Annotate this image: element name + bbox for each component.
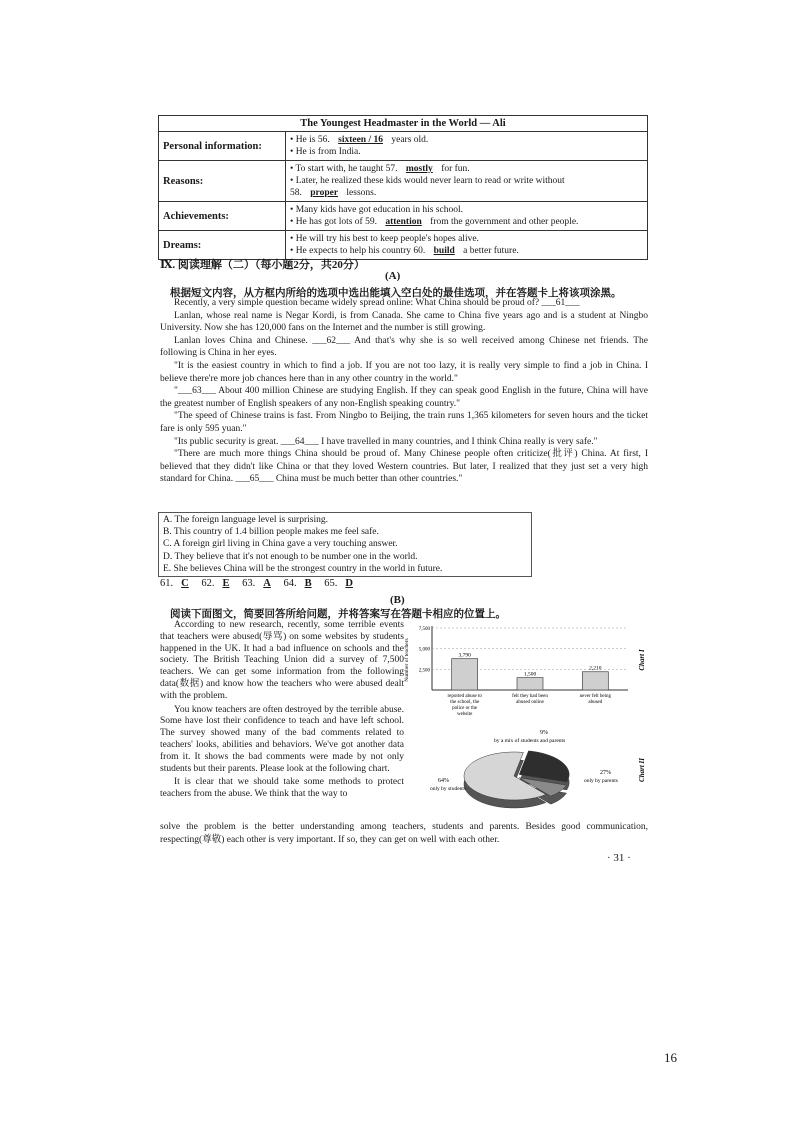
options-box [158, 512, 532, 577]
answer-fill: build [433, 246, 455, 256]
chart-one [400, 620, 652, 722]
slice-label: by a mix of students and parents [494, 738, 566, 744]
option-item: C. A foreign girl living in China gave a very touching answer. [163, 539, 398, 550]
passage-paragraph: "It is the easiest country in which to find a job. If you are not too lazy, it is really very simple to find a job in China. I believe there're more job chances here than in any other country in the world." [160, 360, 648, 384]
instruction-a: 根据短文内容，从方框内所给的选项中选出能填入空白处的最佳选项，并在答题卡上将该项涂黑。 [170, 288, 622, 299]
bar-value-label: 2,210 [589, 665, 602, 672]
row-heading: Dreams: [159, 231, 286, 260]
page-number: · 31 · [607, 852, 631, 864]
option-item: B. This country of 1.4 billion people makes me feel safe. [163, 527, 379, 538]
answer-value: B [304, 578, 312, 589]
row-heading: Reasons: [159, 161, 286, 202]
row-content [286, 202, 648, 231]
bar [452, 659, 478, 690]
row-line [290, 175, 643, 187]
line-text: • He will try his best to keep people's hopes alive. [290, 234, 479, 244]
y-label: Number of teachers [404, 638, 410, 682]
line-text: lessons. [344, 188, 377, 198]
line-text: 58. [290, 188, 305, 198]
passage-b-p3a: It is clear that we should take some methods to protect teachers from the abuse. We think that the way to [160, 777, 404, 800]
passage-paragraph: "___63___ About 400 million Chinese are studying English. If they can speak good English in the future, China will have the greatest number of English speakers of any non-English speaking country." [160, 386, 648, 409]
answer-num: 65. [324, 578, 338, 589]
passage-b-p2: You know teachers are often destroyed by the terrible abuse. Some have lost their confidence to teach and have left school. The survey showed many of the bad comments related to teachers' looks, abilities and behaviors. We've got another data from it. It shows the bad comments were made by not only students but their parents. Please look at the following chart. [160, 704, 404, 774]
passage-paragraph: "Its public security is great. ___64___ I have travelled in many countries, and I think China really is very safe." [174, 436, 598, 447]
chart-two [430, 726, 652, 816]
answer-num: 64. [283, 578, 297, 589]
answer-fill: attention [385, 217, 422, 227]
answer-num: 62. [201, 578, 215, 589]
row-line [290, 187, 643, 199]
row-content [286, 132, 648, 161]
section-heading: Ⅸ. 阅读理解（二）（每小题2分，共20分） [160, 259, 365, 271]
row-line [290, 204, 643, 216]
slice-label: only by students [430, 786, 467, 792]
answer-num: 63. [242, 578, 256, 589]
answer-value: A [263, 578, 271, 589]
line-text: • He is from India. [290, 147, 361, 157]
passage-a [160, 297, 648, 486]
row-line [290, 233, 643, 245]
table-row [159, 161, 648, 202]
instruction-b: 阅读下面图文，简要回答所给问题，并将答案写在答题卡相应的位置上。 [170, 609, 506, 620]
line-text: for fun. [438, 164, 470, 174]
row-heading: Personal information: [159, 132, 286, 161]
bar-value-label: 3,790 [458, 652, 471, 659]
passage-b-p3b: solve the problem is the better understanding among teachers, students and parents. Besides good communication, respecting(尊敬) each other is very important. If so, they can get on well with each other. [160, 822, 648, 845]
part-b-label: (B) [390, 594, 405, 606]
answer-value: C [181, 578, 189, 589]
y-tick-label: 7,500 [418, 627, 430, 632]
answer-fill: proper [310, 188, 339, 198]
y-tick-label: 2,500 [418, 668, 430, 674]
option-item: D. They believe that it's not enough to be number one in the world. [163, 551, 418, 562]
table-row [159, 202, 648, 231]
passage-b [160, 620, 404, 801]
table-title: The Youngest Headmaster in the World — Ali [159, 116, 648, 132]
row-line [290, 146, 643, 158]
line-text: from the government and other people. [427, 217, 579, 227]
row-content [286, 161, 648, 202]
answer-fill: mostly [405, 164, 433, 174]
bar [582, 672, 608, 690]
slice-value-label: 64% [438, 778, 449, 784]
table-body [159, 132, 648, 260]
row-line [290, 163, 643, 175]
row-line [290, 134, 643, 146]
bar [517, 678, 543, 690]
line-text: • To start with, he taught 57. [290, 164, 400, 174]
category-label: reported abuse to the school, the police or the website [447, 694, 482, 717]
row-line [290, 216, 643, 228]
answer-value: D [345, 578, 353, 589]
y-tick-label: 5,000 [418, 647, 430, 653]
option-item: A. The foreign language level is surprising. [163, 515, 328, 525]
line-text: • He has got lots of 59. [290, 217, 380, 227]
line-text: a better future. [460, 246, 519, 256]
passage-paragraph: Lanlan loves China and Chinese. ___62___ And that's why she is so well received among Chinese net friends. The following is China in her eyes. [160, 335, 648, 359]
part-a-label: (A) [385, 270, 401, 282]
chart-title: Chart II [638, 758, 646, 782]
passage-paragraph: Recently, a very simple question became widely spread online: What China should be proud of? ___61___ [174, 298, 580, 308]
line-text: • Many kids have got education in his school. [290, 205, 463, 215]
page-number-bottom: 16 [664, 1050, 677, 1065]
answer-row [160, 578, 361, 589]
slice-value-label: 27% [600, 770, 611, 776]
chart-title: Chart I [638, 649, 646, 671]
category-label: never felt being abused [579, 694, 612, 705]
answer-value: E [222, 578, 230, 589]
bar-value-label: 1,500 [523, 671, 537, 678]
info-table [158, 115, 648, 260]
passage-paragraph: Lanlan, whose real name is Negar Kordi, is from Canada. She came to China five years ago and is a student at Ningbo University. Now she has 120,000 fans on the Internet and the number is still growing. [160, 310, 648, 334]
category-label: felt they had been abused online [512, 694, 548, 705]
passage-b-p1: According to new research, recently, some terrible events that teachers were abused(辱骂) on some websites by students happened in the UK. It had a bad influence on schools and the society. The British Teaching Union did a survey of 7,500 teachers. We can get some information from the following data(数据) and know how the teachers who were abused dealt with the problem. [160, 620, 404, 701]
option-item: E. She believes China will be the strongest country in the world in future. [163, 563, 443, 574]
passage-paragraph: "The speed of Chinese trains is fast. From Ningbo to Beijing, the train runs 1,365 kilometers for seven hours and the ticket fare is only 595 yuan." [160, 411, 648, 434]
slice-value-label: 9% [540, 730, 548, 736]
slice-label: only by parents [584, 778, 618, 784]
line-text: • Later, he realized these kids would never learn to read or write without [290, 176, 565, 186]
answer-fill: sixteen / 16 [338, 135, 383, 145]
table-row [159, 132, 648, 161]
row-heading: Achievements: [159, 202, 286, 231]
line-text: • He expects to help his country 60. [290, 246, 428, 256]
line-text: years old. [388, 135, 429, 145]
passage-paragraph: "There are much more things China should be proud of. Many Chinese people often criticize(批评) China. At first, I believed that they didn't like China or that they loved Western countries. But later, I realized that they just set a very high standard for China. ___65___ China must be much better than other countries." [160, 449, 648, 485]
answer-num: 61. [160, 578, 174, 589]
line-text: • He is 56. [290, 135, 333, 145]
